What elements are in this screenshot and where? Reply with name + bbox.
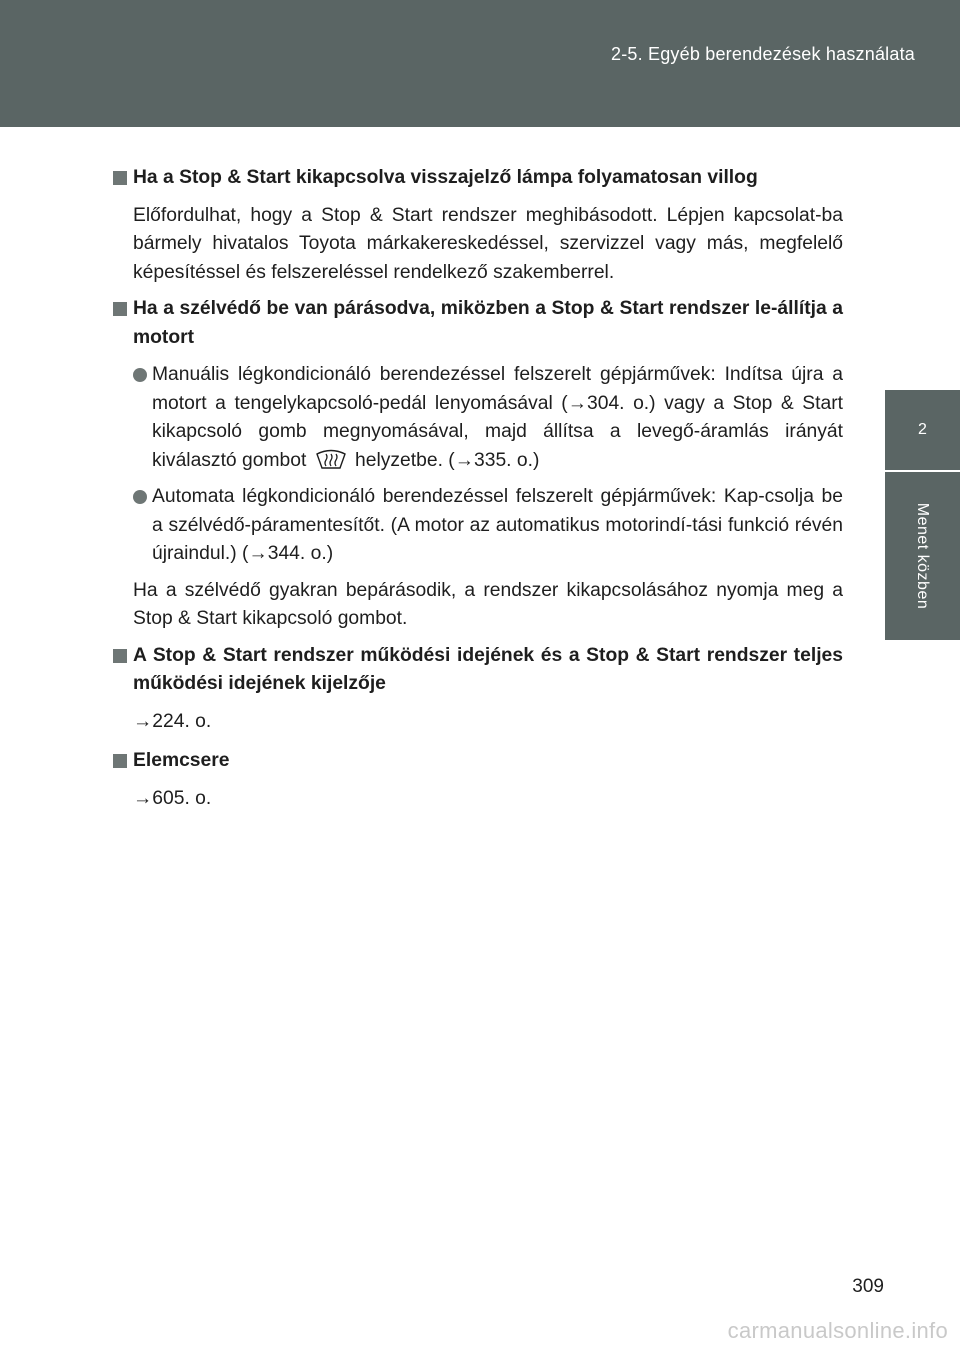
body-paragraph: Ha a szélvédő gyakran bepárásodik, a rendszer kikapcsolásához nyomja meg a Stop & Start kikapcsoló gombot. [133, 579, 843, 629]
chapter-number: 2 [918, 421, 927, 438]
section-heading [113, 642, 843, 699]
windshield-defog-icon [314, 448, 348, 470]
page-number: 309 [852, 1276, 884, 1297]
heading-text: Elemcsere [133, 750, 230, 771]
body-paragraph: Előfordulhat, hogy a Stop & Start rendszer meghibásodott. Lépjen kapcsolat-ba bármely hivatalos Toyota márkakereskedéssel, szervizzel vagy más, megfelelő képesítéssel és felszereléssel rendelkező szakemberrel. [133, 204, 843, 283]
watermark: carmanualsonline.info [727, 1318, 948, 1343]
section-heading [113, 747, 843, 776]
round-bullet-icon [133, 490, 147, 504]
list-item [133, 361, 843, 475]
chapter-number-tab [885, 390, 960, 470]
square-bullet-icon [113, 754, 127, 768]
heading-text: Ha a szélvédő be van párásodva, miközben a Stop & Start rendszer le-állítja a motort [133, 298, 843, 348]
page-content [113, 164, 843, 824]
square-bullet-icon [113, 649, 127, 663]
square-bullet-icon [113, 302, 127, 316]
section-title: 2-5. Egyéb berendezések használata [610, 44, 915, 64]
page-reference: →224. o. [133, 710, 212, 732]
heading-text: A Stop & Start rendszer működési idejének és a Stop & Start rendszer teljes működési idejének kijelzője [133, 644, 843, 694]
list-item-text: Automata légkondicionáló berendezéssel felszerelt gépjárművek: Kap-csolja be a szélvédő-páramentesítőt. (A motor az automatikus motorindí-tási funkció révén újraindul.) (→344. o.) [152, 486, 843, 564]
section-heading [113, 164, 843, 193]
header-band [0, 0, 960, 127]
section-heading [113, 295, 843, 352]
round-bullet-icon [133, 368, 147, 382]
list-item [133, 483, 843, 569]
square-bullet-icon [113, 171, 127, 185]
chapter-label: Menet közben [914, 502, 931, 610]
list-item-text: Manuális légkondicionáló berendezéssel felszerelt gépjárművek: Indítsa újra a motort a tengelykapcsoló-pedál lenyomásával (→304. o.) vagy a Stop & Start kikapcsoló gomb megnyomásával, majd állítsa a levegő-áramlás irányát kiválasztó gombot [152, 364, 843, 471]
list-item-text: helyzetbe. (→335. o.) [355, 449, 540, 471]
heading-text: Ha a Stop & Start kikapcsolva visszajelző lámpa folyamatosan villog [133, 167, 758, 188]
chapter-label-tab [885, 472, 960, 640]
page-reference: →605. o. [133, 787, 212, 809]
